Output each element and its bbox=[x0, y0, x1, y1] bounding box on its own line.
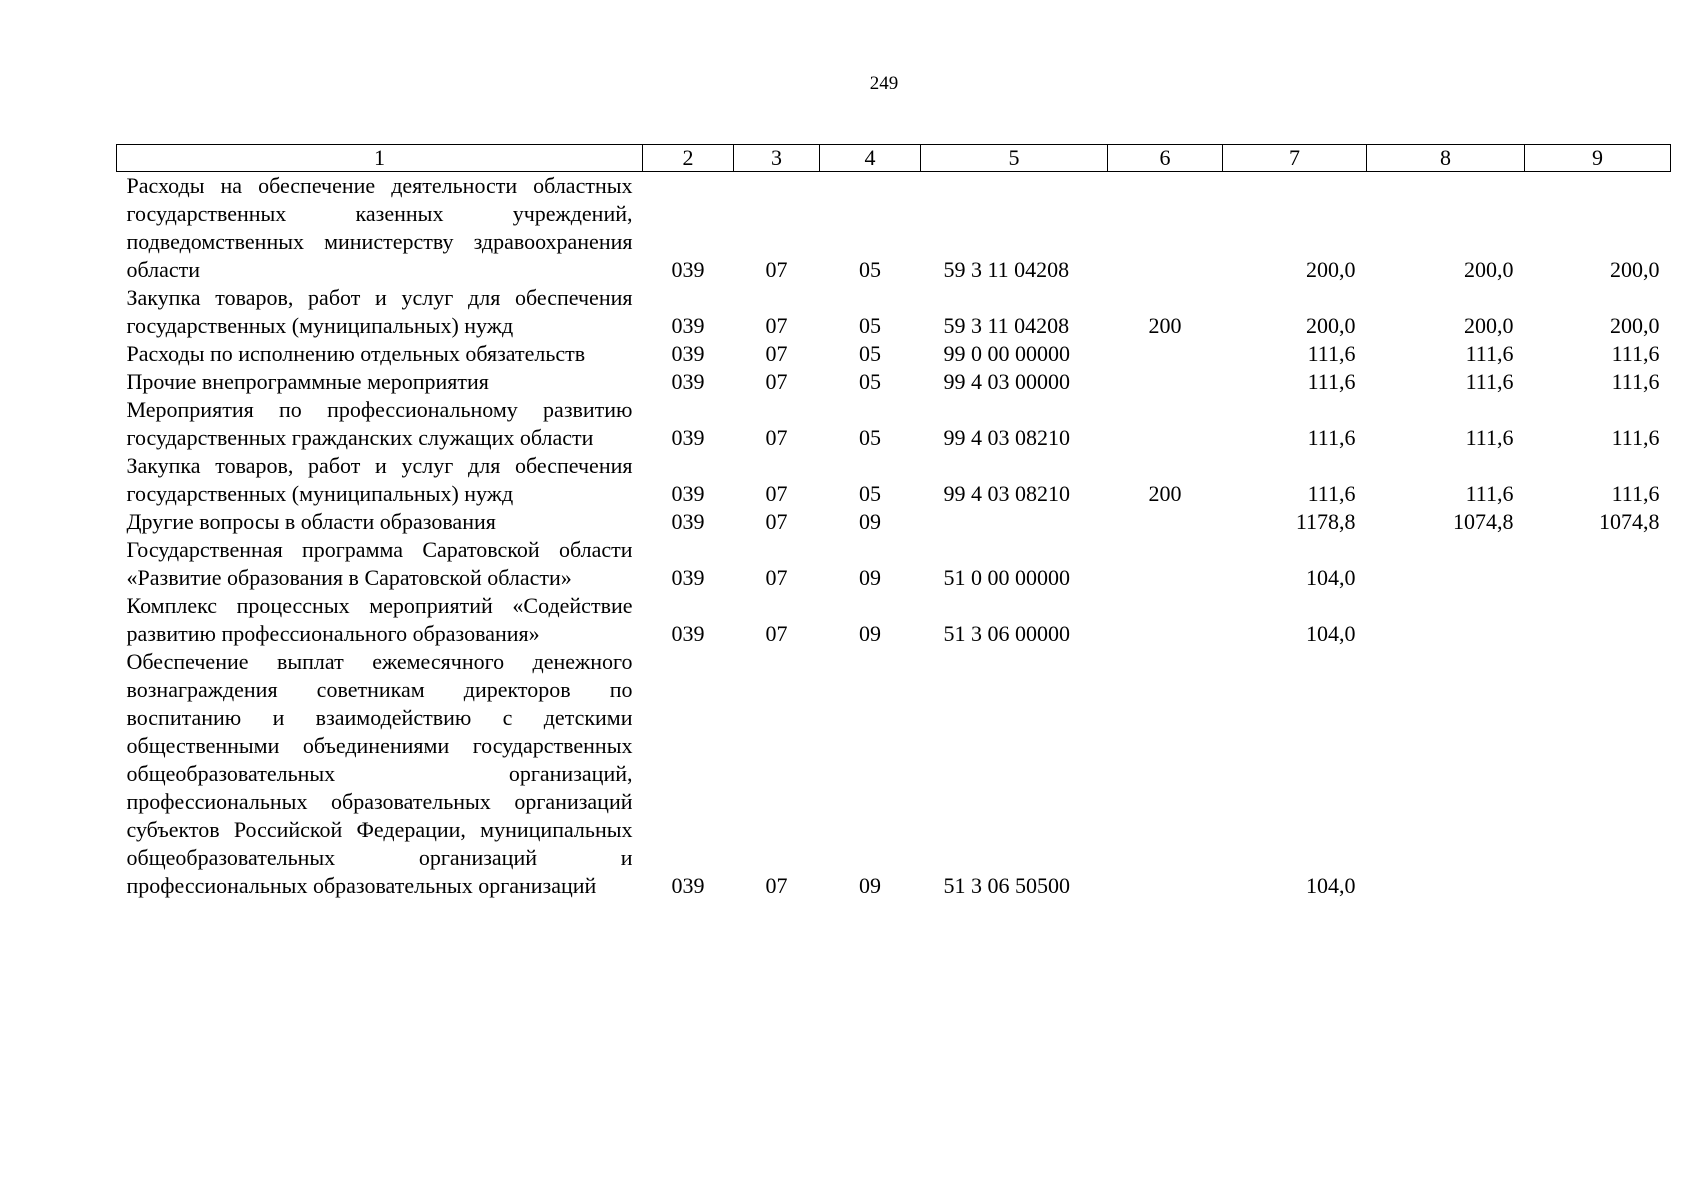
section-code: 07 bbox=[765, 369, 788, 394]
amount-col-8: 111,6 bbox=[1465, 341, 1514, 366]
amount-col-7: 104,0 bbox=[1306, 873, 1356, 898]
amount-col-9 bbox=[1525, 648, 1671, 900]
amount-col-9: 111,6 bbox=[1611, 341, 1660, 366]
expense-type-code bbox=[1108, 172, 1223, 285]
amount-col-7: 200,0 bbox=[1306, 257, 1356, 282]
table-row bbox=[117, 340, 1671, 368]
header-col-4: 4 bbox=[820, 145, 921, 172]
expense-name: Прочие внепрограммные мероприятия bbox=[126, 369, 489, 394]
table-row bbox=[117, 172, 1671, 285]
table-row bbox=[117, 648, 1671, 900]
section-code: 07 bbox=[765, 313, 788, 338]
ministry-code: 039 bbox=[671, 425, 705, 450]
budget-table bbox=[116, 144, 1671, 900]
subsection-code: 09 bbox=[859, 565, 881, 590]
table-row bbox=[117, 396, 1671, 452]
expense-name: Закупка товаров, работ и услуг для обеспечения государственных (муниципальных) нужд bbox=[126, 453, 633, 506]
amount-col-7: 111,6 bbox=[1307, 425, 1356, 450]
target-article-code: 99 4 03 08210 bbox=[943, 481, 1070, 506]
expense-name: Расходы по исполнению отдельных обязательств bbox=[126, 341, 586, 366]
expense-type-code bbox=[1108, 368, 1223, 396]
header-col-8: 8 bbox=[1367, 145, 1525, 172]
amount-col-8: 111,6 bbox=[1465, 425, 1514, 450]
amount-col-8: 1074,8 bbox=[1453, 509, 1514, 534]
header-col-9: 9 bbox=[1525, 145, 1671, 172]
expense-name: Закупка товаров, работ и услуг для обеспечения государственных (муниципальных) нужд bbox=[126, 285, 633, 338]
header-col-3: 3 bbox=[734, 145, 820, 172]
table-header bbox=[117, 145, 1671, 172]
expense-name: Мероприятия по профессиональному развитию государственных гражданских служащих области bbox=[126, 397, 633, 450]
section-code: 07 bbox=[765, 425, 788, 450]
table-row bbox=[117, 452, 1671, 508]
amount-col-9: 1074,8 bbox=[1599, 509, 1660, 534]
section-code: 07 bbox=[765, 341, 788, 366]
section-code: 07 bbox=[765, 565, 788, 590]
amount-col-8: 200,0 bbox=[1464, 257, 1514, 282]
header-col-6: 6 bbox=[1108, 145, 1223, 172]
page-number: 249 bbox=[869, 73, 899, 94]
expense-name: Другие вопросы в области образования bbox=[126, 509, 496, 534]
amount-col-7: 200,0 bbox=[1306, 313, 1356, 338]
amount-col-9: 200,0 bbox=[1610, 313, 1660, 338]
subsection-code: 05 bbox=[859, 369, 881, 394]
amount-col-8 bbox=[1367, 648, 1525, 900]
table-body bbox=[117, 172, 1671, 901]
target-article-code: 51 0 00 00000 bbox=[943, 565, 1070, 590]
expense-name: Расходы на обеспечение деятельности областных государственных казенных учреждений, подведомственных министерству здравоохранения области bbox=[126, 173, 633, 282]
subsection-code: 05 bbox=[859, 313, 881, 338]
ministry-code: 039 bbox=[671, 873, 705, 898]
amount-col-7: 104,0 bbox=[1306, 565, 1356, 590]
section-code: 07 bbox=[765, 621, 788, 646]
expense-type-code: 200 bbox=[1148, 313, 1182, 338]
section-code: 07 bbox=[765, 873, 788, 898]
table-row bbox=[117, 284, 1671, 340]
subsection-code: 05 bbox=[859, 257, 881, 282]
subsection-code: 05 bbox=[859, 341, 881, 366]
table-row bbox=[117, 508, 1671, 536]
subsection-code: 09 bbox=[859, 621, 881, 646]
header-col-1: 1 bbox=[117, 145, 643, 172]
ministry-code: 039 bbox=[671, 369, 705, 394]
subsection-code: 09 bbox=[859, 509, 881, 534]
ministry-code: 039 bbox=[671, 481, 705, 506]
amount-col-7: 111,6 bbox=[1307, 369, 1356, 394]
header-col-2: 2 bbox=[643, 145, 734, 172]
expense-name: Комплекс процессных мероприятий «Содействие развитию профессионального образования» bbox=[126, 593, 633, 646]
amount-col-9: 111,6 bbox=[1611, 481, 1660, 506]
expense-name: Государственная программа Саратовской области «Развитие образования в Саратовской области» bbox=[126, 537, 633, 590]
header-row bbox=[117, 145, 1671, 172]
subsection-code: 05 bbox=[859, 481, 881, 506]
header-col-7: 7 bbox=[1223, 145, 1367, 172]
section-code: 07 bbox=[765, 481, 788, 506]
amount-col-7: 1178,8 bbox=[1295, 509, 1356, 534]
target-article-code: 59 3 11 04208 bbox=[943, 313, 1070, 338]
amount-col-9 bbox=[1525, 592, 1671, 648]
target-article-code bbox=[921, 508, 1108, 536]
amount-col-8 bbox=[1367, 536, 1525, 592]
expense-type-code: 200 bbox=[1148, 481, 1182, 506]
expense-type-code bbox=[1108, 536, 1223, 592]
amount-col-9: 111,6 bbox=[1611, 369, 1660, 394]
ministry-code: 039 bbox=[671, 341, 705, 366]
ministry-code: 039 bbox=[671, 257, 705, 282]
table-row bbox=[117, 536, 1671, 592]
amount-col-9: 200,0 bbox=[1610, 257, 1660, 282]
expense-type-code bbox=[1108, 396, 1223, 452]
expense-type-code bbox=[1108, 508, 1223, 536]
target-article-code: 51 3 06 00000 bbox=[943, 621, 1070, 646]
expense-type-code bbox=[1108, 592, 1223, 648]
expense-type-code bbox=[1108, 648, 1223, 900]
amount-col-9 bbox=[1525, 536, 1671, 592]
target-article-code: 51 3 06 50500 bbox=[943, 873, 1070, 898]
amount-col-9: 111,6 bbox=[1611, 425, 1660, 450]
subsection-code: 09 bbox=[859, 873, 881, 898]
expense-name: Обеспечение выплат ежемесячного денежного вознаграждения советникам директоров по воспитанию и взаимодействию с детскими общественными объединениями государственных общеобразовательных организаций, профессиональных образовательных организаций субъектов Российской Федерации, муниципальных общеобразовательных организаций и профессиональных образовательных организаций bbox=[126, 649, 633, 898]
section-code: 07 bbox=[765, 257, 788, 282]
target-article-code: 99 0 00 00000 bbox=[943, 341, 1070, 366]
section-code: 07 bbox=[765, 509, 788, 534]
target-article-code: 99 4 03 00000 bbox=[943, 369, 1070, 394]
expense-type-code bbox=[1108, 340, 1223, 368]
amount-col-8: 111,6 bbox=[1465, 481, 1514, 506]
amount-col-8 bbox=[1367, 592, 1525, 648]
ministry-code: 039 bbox=[671, 565, 705, 590]
amount-col-8: 200,0 bbox=[1464, 313, 1514, 338]
ministry-code: 039 bbox=[671, 621, 705, 646]
table-row bbox=[117, 592, 1671, 648]
amount-col-7: 111,6 bbox=[1307, 481, 1356, 506]
ministry-code: 039 bbox=[671, 313, 705, 338]
ministry-code: 039 bbox=[671, 509, 705, 534]
target-article-code: 99 4 03 08210 bbox=[943, 425, 1070, 450]
amount-col-7: 104,0 bbox=[1306, 621, 1356, 646]
table-row bbox=[117, 368, 1671, 396]
amount-col-7: 111,6 bbox=[1307, 341, 1356, 366]
header-col-5: 5 bbox=[921, 145, 1108, 172]
target-article-code: 59 3 11 04208 bbox=[943, 257, 1070, 282]
subsection-code: 05 bbox=[859, 425, 881, 450]
amount-col-8: 111,6 bbox=[1465, 369, 1514, 394]
